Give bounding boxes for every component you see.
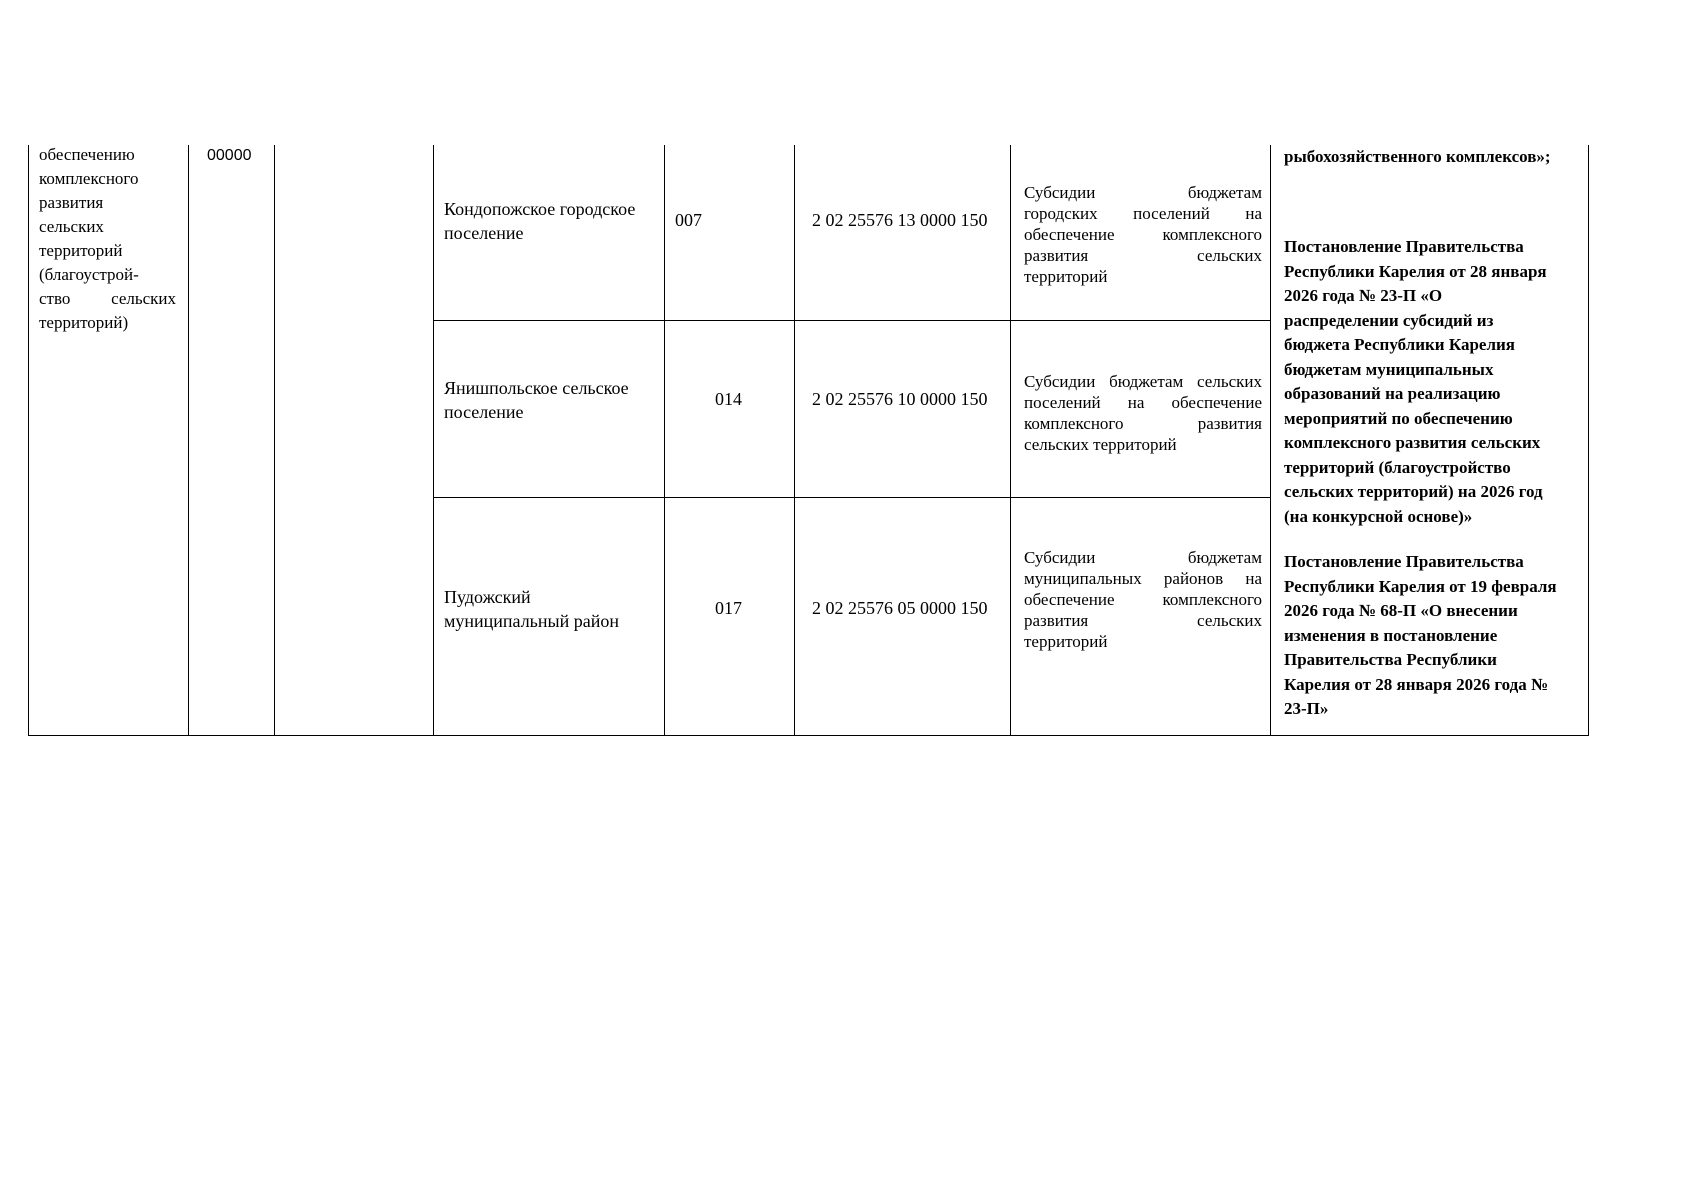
column-divider (1270, 145, 1271, 736)
municipality-name: Пудожский муниципальный район (444, 587, 620, 631)
resolution-line: Постановление Правительства (1284, 237, 1524, 256)
program-name-line (39, 287, 176, 311)
column-divider (274, 145, 275, 736)
program-name-line: территорий (39, 241, 123, 260)
resolution-line: мероприятий по обеспечению (1284, 408, 1513, 428)
resolution-line: Постановление Правительства (1284, 552, 1524, 571)
resolution-line: Правительства Республики (1284, 650, 1497, 669)
program-name-line: комплексного (39, 169, 139, 188)
row-divider (433, 320, 1271, 321)
column-divider (1010, 145, 1011, 736)
municipality-name: Кондопожское городское поселение (444, 199, 636, 243)
subsidy-purpose (1024, 547, 1262, 652)
admin-code: 007 (675, 210, 702, 230)
resolution-line: территорий (благоустройство (1284, 457, 1511, 477)
program-name-line: обеспечению (39, 145, 135, 164)
resolution-line: изменения в постановление (1284, 625, 1498, 645)
kbk-code: 2 02 25576 13 0000 150 (812, 210, 988, 230)
program-name-line: территорий) (39, 313, 129, 332)
program-name-line: сельских (39, 217, 104, 236)
purpose-line: муниципальных районов на (1024, 569, 1262, 588)
purpose-line: комплексного развития (1024, 414, 1262, 433)
program-name-word: сельских (111, 289, 176, 308)
column-divider (664, 145, 665, 736)
column-divider (794, 145, 795, 736)
kbk-code: 2 02 25576 05 0000 150 (812, 598, 988, 618)
kbk-code: 2 02 25576 10 0000 150 (812, 389, 988, 409)
row-divider (433, 497, 1271, 498)
resolution-line: (на конкурсной основе)» (1284, 506, 1473, 526)
table-border-bottom (28, 735, 1589, 736)
purpose-line: территорий (1024, 267, 1108, 286)
column-divider (433, 145, 434, 736)
purpose-line: сельских территорий (1024, 435, 1177, 454)
subsidy-purpose (1024, 182, 1262, 287)
purpose-line: развития сельских (1024, 246, 1262, 265)
purpose-line: Субсидии бюджетам (1024, 183, 1262, 202)
resolution-line: бюджета Республики Карелия (1284, 335, 1515, 354)
admin-code: 017 (715, 598, 742, 618)
resolution-line: Республики Карелия от 19 февраля (1284, 576, 1557, 596)
purpose-line: территорий (1024, 632, 1108, 651)
purpose-line: обеспечение комплексного (1024, 590, 1262, 609)
resolution-line: сельских территорий) на 2026 год (1284, 482, 1543, 501)
purpose-line: городских поселений на (1024, 204, 1262, 223)
program-name (39, 143, 176, 335)
table-border-left (28, 145, 29, 736)
purpose-line: обеспечение комплексного (1024, 225, 1262, 244)
resolution-line: 23-П» (1284, 699, 1329, 718)
legal-continuation: рыбохозяйственного комплексов»; (1284, 147, 1551, 166)
resolution-line: распределении субсидий из (1284, 310, 1494, 330)
purpose-line: Субсидии бюджетам (1024, 548, 1262, 567)
admin-code: 014 (715, 389, 742, 409)
column-divider (188, 145, 189, 736)
resolution-line: бюджетам муниципальных (1284, 359, 1494, 379)
municipality-name: Янишпольское сельское поселение (444, 378, 629, 422)
resolution-line: 2026 года № 68-П «О внесении (1284, 601, 1518, 620)
resolution-line: 2026 года № 23-П «О (1284, 286, 1443, 305)
program-name-line: развития (39, 193, 104, 212)
subsidy-purpose (1024, 371, 1262, 455)
table-border-right (1588, 145, 1589, 736)
purpose-line: Субсидии бюджетам сельских (1024, 372, 1262, 391)
resolution-line: комплексного развития сельских (1284, 433, 1541, 452)
program-name-line: (благоустрой- (39, 265, 139, 284)
purpose-line: развития сельских (1024, 611, 1262, 630)
legal-resolution-2 (1284, 550, 1584, 722)
resolution-line: Республики Карелия от 28 января (1284, 261, 1547, 281)
resolution-line: Карелия от 28 января 2026 года № (1284, 674, 1549, 694)
purpose-line: поселений на обеспечение (1024, 393, 1262, 412)
legal-resolution-1 (1284, 235, 1584, 529)
program-name-word: ство (39, 289, 71, 308)
resolution-line: образований на реализацию (1284, 384, 1501, 403)
program-code: 00000 (207, 147, 252, 164)
